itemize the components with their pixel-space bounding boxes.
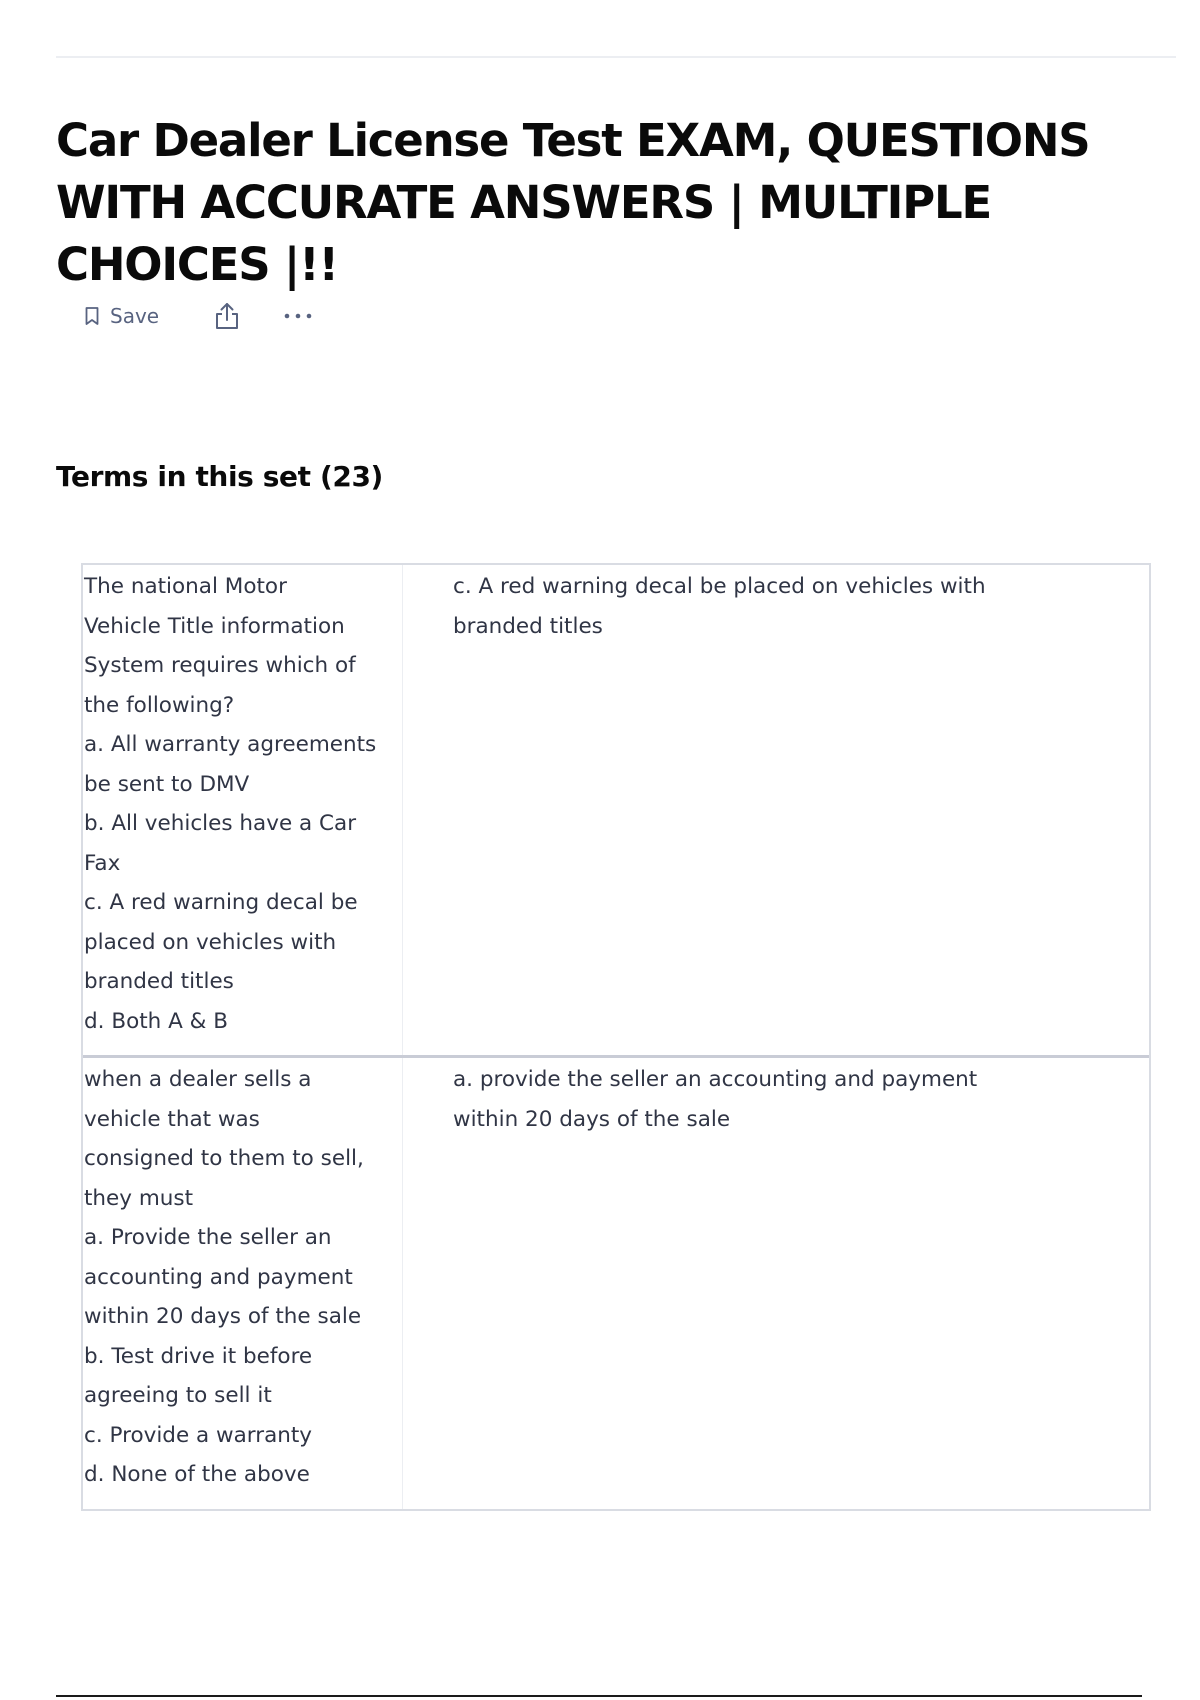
term-row	[83, 565, 1149, 1055]
more-options-button[interactable]	[283, 312, 313, 320]
bookmark-icon	[84, 306, 100, 326]
term-question: The national Motor Vehicle Title information System requires which of the following? a. All warranty agreements be sent to DMV b. All vehicles have a Car Fax c. A red warning decal be placed on vehicles with branded titles d. Both A & B	[83, 565, 403, 1055]
term-answer: c. A red warning decal be placed on vehicles with branded titles	[453, 574, 986, 639]
more-horizontal-icon	[283, 312, 313, 320]
share-button[interactable]	[213, 301, 241, 331]
page-title: Car Dealer License Test EXAM, QUESTIONS WITH ACCURATE ANSWERS | MULTIPLE CHOICES |!!	[56, 114, 1090, 291]
save-label: Save	[110, 304, 160, 328]
top-divider	[56, 56, 1176, 58]
term-answer: a. provide the seller an accounting and payment within 20 days of the sale	[453, 1067, 978, 1132]
save-button[interactable]	[84, 304, 159, 328]
share-icon	[213, 301, 241, 331]
terms-count-heading: Terms in this set (23)	[56, 460, 383, 493]
term-row	[83, 1055, 1149, 1509]
page-footer-rule	[56, 1695, 1142, 1697]
terms-table	[81, 563, 1151, 1511]
term-question: when a dealer sells a vehicle that was consigned to them to sell, they must a. Provide the seller an accounting and payment within 20 days of the sale b. Test drive it before agreeing to sell it c. Provide a warranty d. None of the above	[83, 1058, 403, 1509]
set-toolbar	[84, 296, 313, 336]
